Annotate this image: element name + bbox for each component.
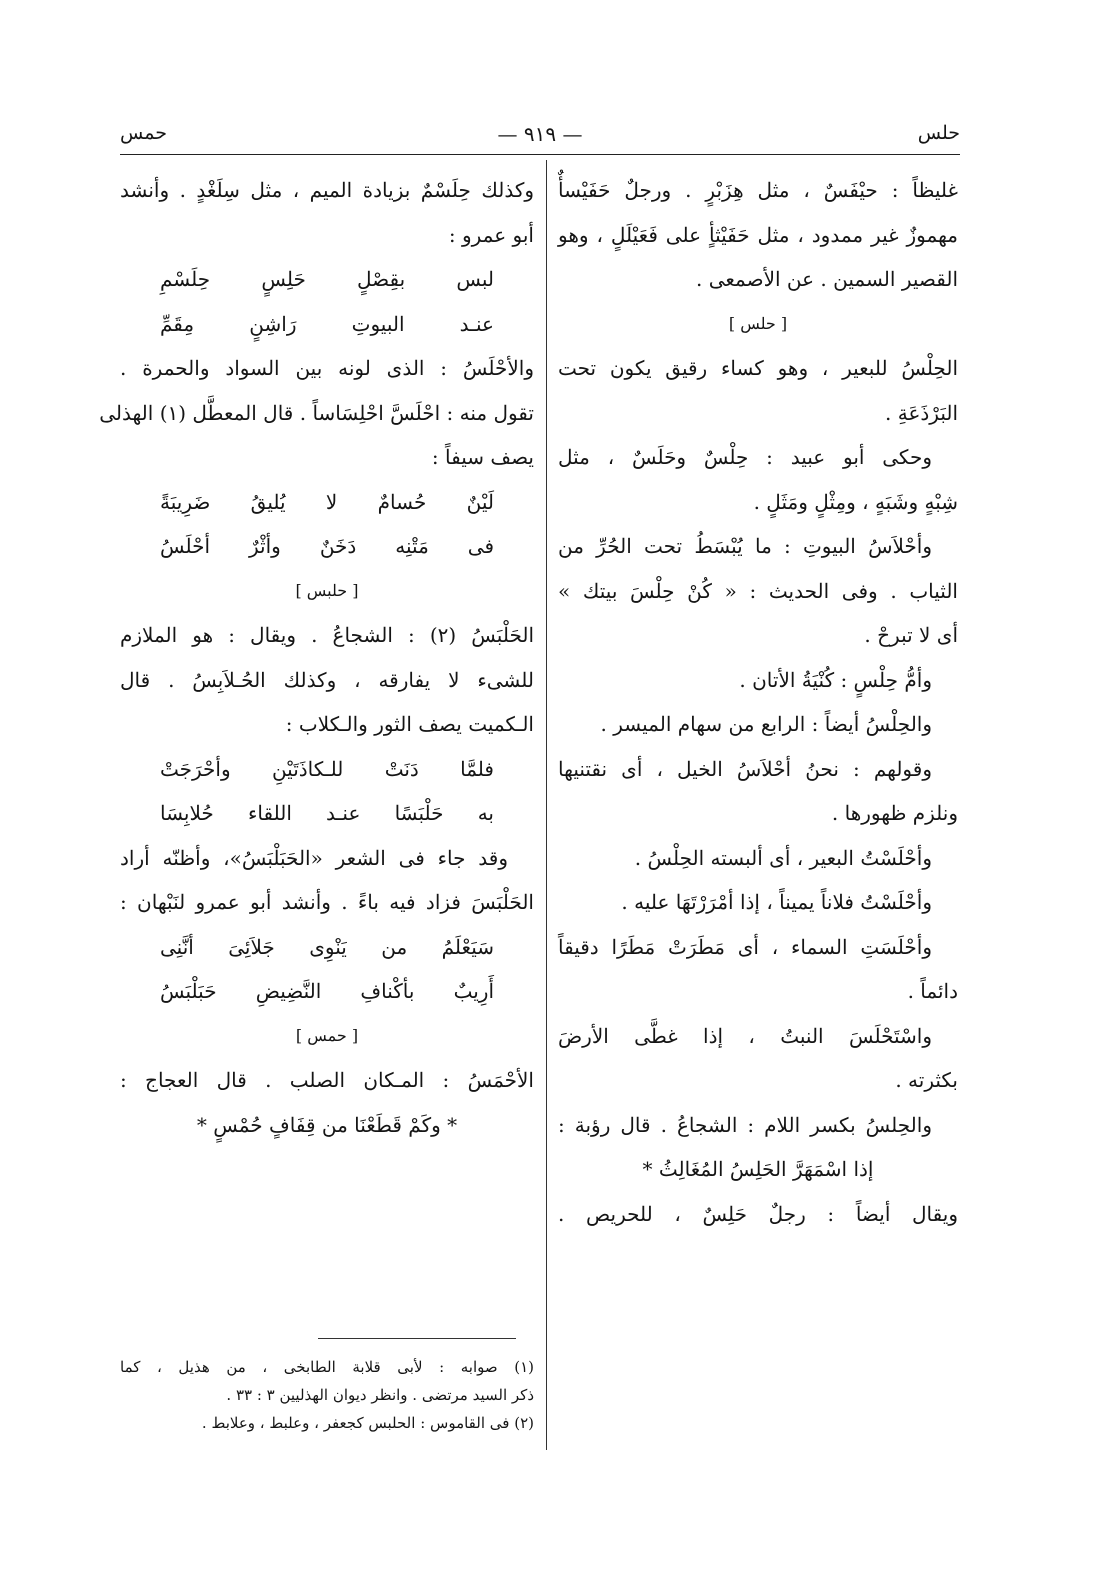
text-line: وأحْلاَسُ البيوتِ : ما يُبْسَطُ تحت الحُرِّ من bbox=[558, 534, 932, 558]
verse-line: * وكَمْ قَطَعْنَا من قِفَافٍ حُمْسٍ * bbox=[196, 1112, 458, 1137]
text-line: دائماً . bbox=[907, 979, 958, 1003]
text-line: الأحْمَسُ : المـكان الصلب . قال العجاج : bbox=[120, 1068, 534, 1092]
text-line: ونلزم ظهورها . bbox=[831, 801, 958, 825]
text-line: وكذلك حِلَسْمٌ بزيادة الميم ، مثل سِلَغْدٍ . وأنشد bbox=[120, 178, 534, 202]
text-line: وقولهم : نحنُ أحْلاَسُ الخيل ، أى نقتنيها bbox=[558, 756, 932, 781]
entry-heading: [ حلبس ] bbox=[295, 580, 359, 600]
text-line: وأمُّ حِلْسٍ : كُنْيَةُ الأتان . bbox=[739, 667, 932, 692]
text-line: يصف سيفاً : bbox=[431, 445, 534, 469]
text-line: ويقال أيضاً : رجلٌ حَلِسٌ ، للحريص . bbox=[558, 1201, 958, 1226]
verse-line: سَيَعْلَمُ من يَنْوِى جَلاَئِىَ أنَّنِى bbox=[160, 934, 494, 959]
text-line: وأحْلَسْتُ فلاناً يميناً ، إذا أمْرَرْتَهَا عليه . bbox=[621, 890, 932, 914]
text-line: للشىء لا يفارقه ، وكذلك الحُـلاَبِسُ . قال bbox=[120, 667, 534, 692]
text-line: الحِلْسُ للبعير ، وهو كساء رقيق يكون تحت bbox=[558, 356, 958, 380]
verse-line: فلمَّا دَنَتْ للـكاذَتَيْنِ وأحْرَجَتْ bbox=[160, 756, 494, 781]
text-line: القصير السمين . عن الأصمعى . bbox=[696, 267, 958, 291]
entry-heading: [ حلس ] bbox=[728, 313, 788, 333]
column-divider bbox=[546, 160, 547, 1450]
footnote-line: (١) صوابه : لأبى قلابة الطابخى ، من هذيل ، كما bbox=[120, 1358, 534, 1376]
left-column bbox=[99, 168, 535, 1147]
text-line: مهموزٌ غير ممدود ، مثل حَفَيْثأٍ على فَعَيْلَلٍ ، وهو bbox=[558, 222, 958, 247]
footnote-line: ذكر السيد مرتضى . وانظر ديوان الهذليين ٣ : ٣٣ . bbox=[226, 1386, 534, 1404]
footnote-line: (٢) فى القاموس : الحلبس كجعفر ، وعلبط ، وعلابط . bbox=[201, 1414, 534, 1432]
text-line: شِبْهٍ وشَبَهٍ ، ومِثْلٍ ومَثَلٍ . bbox=[753, 489, 958, 514]
text-line: والأحْلَسُ : الذى لونه بين السواد والحمرة . bbox=[120, 356, 534, 380]
verse-line: لَيْنٌ حُسامٌ لا يُليقُ ضَرِيبَةً bbox=[160, 489, 494, 514]
verse-line: فى مَتْنِه دَخَنٌ وأثْرٌ أحْلَسُ bbox=[160, 534, 494, 558]
text-line: وقد جاء فى الشعر «الحَبَلْبَسُ»، وأظنّه أراد bbox=[120, 845, 508, 870]
text-line: الحَلْبَسُ (٢) : الشجاعُ . ويقال : هو الملازم bbox=[120, 623, 535, 647]
text-line: بكثرته . bbox=[895, 1068, 958, 1092]
text-line: أى لا تبرحْ . bbox=[864, 623, 958, 647]
verse-line: به حَلْبَسًا عنـد اللقاء حُلابِسَا bbox=[160, 801, 494, 825]
text-line: الثياب . وفى الحديث : « كُنْ حِلْسَ بيتك » bbox=[558, 578, 958, 603]
text-line: والحِلْسُ أيضاً : الرابع من سهام الميسر . bbox=[600, 712, 932, 736]
text-line: أبو عمرو : bbox=[448, 222, 534, 247]
verse-line: عنـد البيوتِ رَاشِنٍ مِقَمِّ bbox=[160, 311, 494, 336]
text-line: غليظاً : حيْفَسٌ ، مثل هِزَبْرٍ . ورجلٌ حَفَيْسأٌ bbox=[558, 178, 958, 202]
text-line: وأحْلَسْتُ البعير ، أى ألبسته الحِلْسُ . bbox=[634, 845, 932, 870]
footnote-rule bbox=[318, 1338, 516, 1339]
text-line: واسْتَحْلَسَ النبتُ ، إذا غطَّى الأرضَ bbox=[558, 1023, 932, 1048]
header-left-word: حمس bbox=[120, 122, 167, 144]
text-line: تقول منه : احْلَسَّ احْلِسَاساً . قال المعطَّل (١) الهذلى bbox=[99, 400, 534, 425]
text-line: وأحْلَسَتِ السماء ، أى مَطَرَتْ مَطَرًا دقيقاً bbox=[558, 934, 932, 959]
verse-line: إذا اسْمَهَرَّ الحَلِسُ المُغَالِثُ * bbox=[642, 1157, 874, 1181]
footnotes bbox=[120, 1353, 534, 1437]
verse-line: أَرِيبٌ بأكْنافِ النَّضِيضِ حَبَلْبَسُ bbox=[160, 979, 494, 1003]
text-line: الـكميت يصف الثور والـكلاب : bbox=[285, 712, 534, 736]
header-right-word: حلس bbox=[917, 122, 960, 144]
text-line: وحكى أبو عبيد : حِلْسٌ وحَلَسٌ ، مثل bbox=[558, 445, 932, 469]
text-line: الحَلْبَسَ فزاد فيه باءً . وأنشد أبو عمرو لنَبْهان : bbox=[120, 890, 534, 914]
text-line: البَرْذَعَةِ . bbox=[885, 400, 958, 425]
page-header bbox=[120, 122, 960, 152]
right-column bbox=[558, 168, 958, 1236]
text-line: والحِلسُ بكسر اللام : الشجاعُ . قال رؤبة : bbox=[558, 1112, 932, 1137]
verse-line: لبس بقِصْلٍ حَلِسٍ حِلَسْمِ bbox=[160, 267, 494, 291]
entry-heading: [ حمس ] bbox=[295, 1025, 359, 1045]
page-number: — ٩١٩ — bbox=[497, 122, 583, 146]
header-rule bbox=[120, 154, 960, 155]
